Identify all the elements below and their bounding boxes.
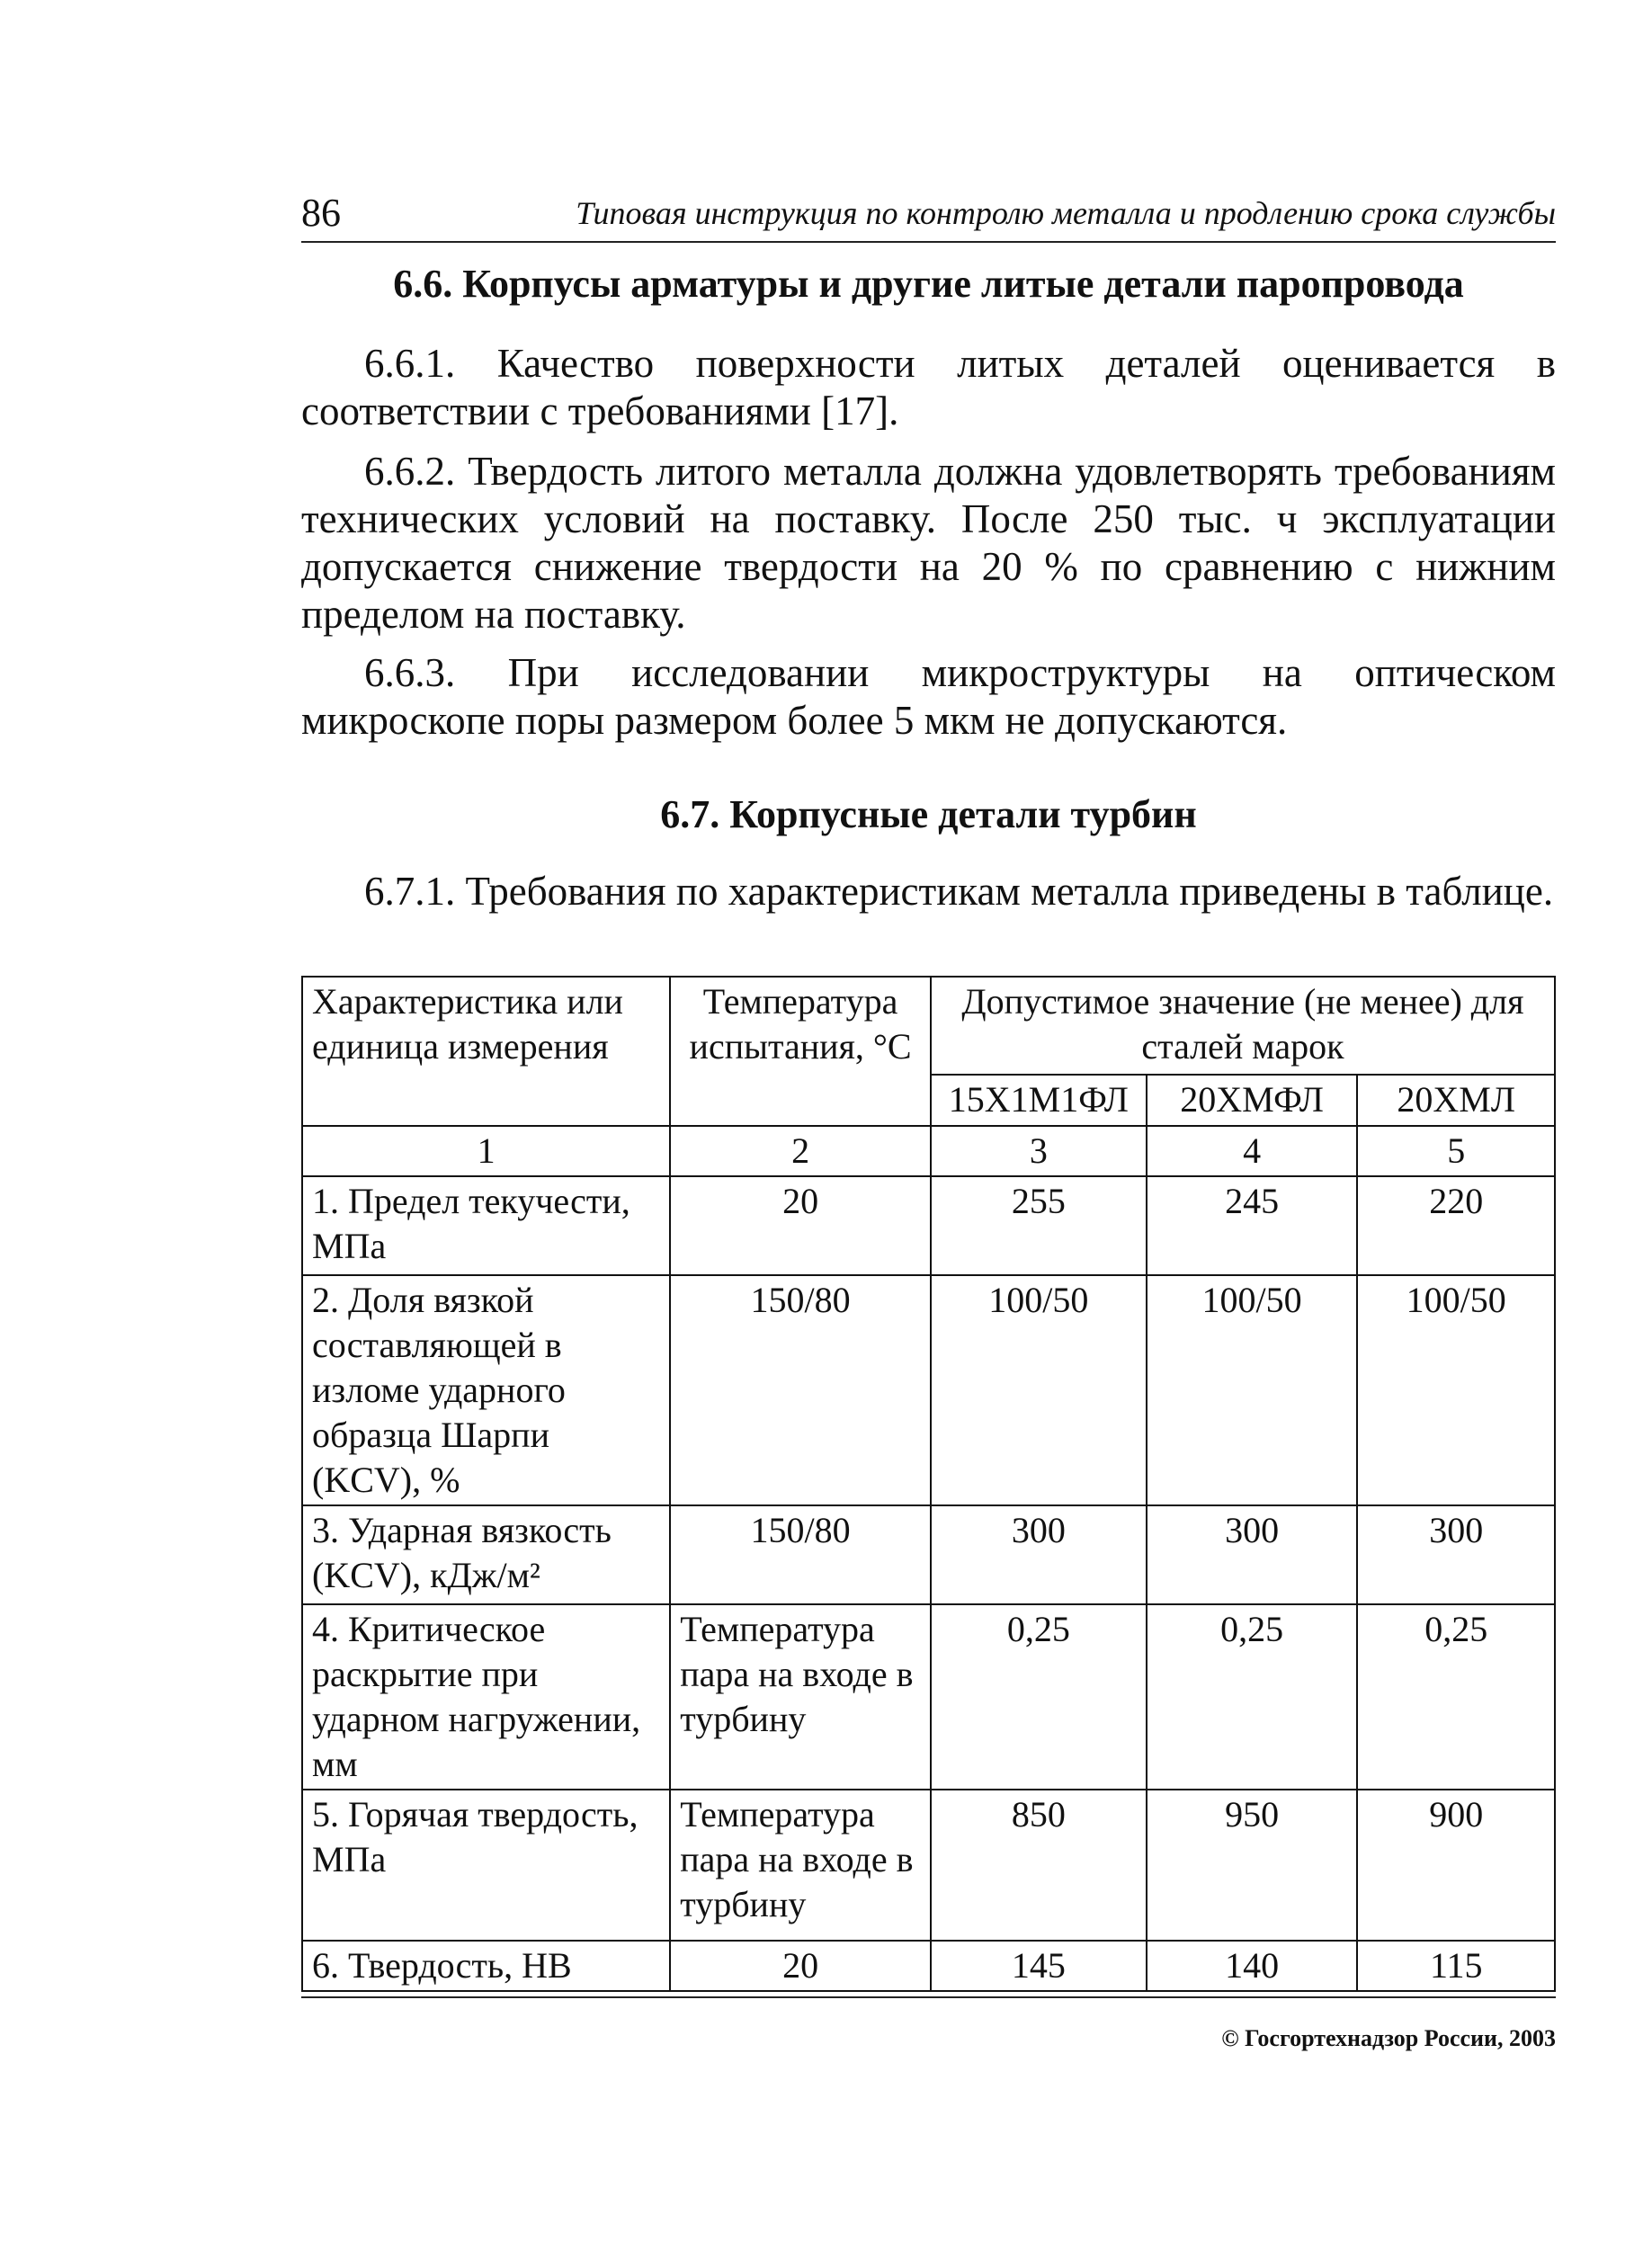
copyright-footer: © Госгортехнадзор России, 2003 (1221, 2025, 1556, 2051)
row-value-steel-1: 850 (931, 1790, 1147, 1941)
table-row (302, 1790, 1555, 1941)
row-value-steel-2: 245 (1147, 1176, 1358, 1275)
column-number: 1 (302, 1126, 670, 1176)
row-value-steel-3: 220 (1357, 1176, 1555, 1275)
table-header-row (302, 977, 1555, 1075)
row-value-steel-1: 255 (931, 1176, 1147, 1275)
column-number: 5 (1357, 1126, 1555, 1176)
row-characteristic: 6. Твердость, НВ (302, 1941, 670, 1991)
row-value-steel-2: 0,25 (1147, 1604, 1358, 1790)
row-temperature: 20 (670, 1176, 931, 1275)
row-value-steel-3: 900 (1357, 1790, 1555, 1941)
section-6-6-heading: 6.6. Корпусы арматуры и другие литые детали паропровода (393, 262, 1464, 306)
row-characteristic: 3. Ударная вязкость (KCV), кДж/м² (302, 1505, 670, 1604)
table-row (302, 1505, 1555, 1604)
row-value-steel-2: 100/50 (1147, 1275, 1358, 1505)
row-temperature: 20 (670, 1941, 931, 1991)
table-row (302, 1176, 1555, 1275)
running-title: Типовая инструкция по контролю металла и продлению срока службы (576, 195, 1556, 231)
row-temperature: Температура пара на входе в турбину (670, 1790, 931, 1941)
row-value-steel-3: 115 (1357, 1941, 1555, 1991)
row-characteristic: 4. Критическое раскрытие при ударном нагружении, мм (302, 1604, 670, 1790)
paragraph-6-6-3: 6.6.3. При исследовании микроструктуры на оптическом микроскопе поры размером более 5 мкм не допускаются. (301, 650, 1556, 743)
row-value-steel-1: 300 (931, 1505, 1147, 1604)
row-value-steel-3: 100/50 (1357, 1275, 1555, 1505)
footer-divider (301, 1996, 1556, 1998)
row-value-steel-1: 100/50 (931, 1275, 1147, 1505)
steel-grade-3: 20ХМЛ (1357, 1075, 1555, 1126)
row-value-steel-3: 300 (1357, 1505, 1555, 1604)
row-temperature: 150/80 (670, 1505, 931, 1604)
header-temperature: Температура испытания, °С (670, 977, 931, 1126)
row-characteristic: 2. Доля вязкой составляющей в изломе ударного образца Шарпи (KCV), % (302, 1275, 670, 1505)
row-characteristic: 5. Горячая твердость, МПа (302, 1790, 670, 1941)
column-number: 4 (1147, 1126, 1358, 1176)
table-number-row (302, 1126, 1555, 1176)
steel-grade-2: 20ХМФЛ (1147, 1075, 1358, 1126)
row-temperature: Температура пара на входе в турбину (670, 1604, 931, 1790)
row-value-steel-2: 140 (1147, 1941, 1358, 1991)
steel-grade-1: 15Х1М1ФЛ (931, 1075, 1147, 1126)
row-temperature: 150/80 (670, 1275, 931, 1505)
row-characteristic: 1. Предел текучести, МПа (302, 1176, 670, 1275)
paragraph-6-6-1: 6.6.1. Качество поверхности литых деталей оценивается в соответствии с требованиями [17]. (301, 341, 1556, 433)
column-number: 3 (931, 1126, 1147, 1176)
page-header (301, 191, 1556, 243)
table-row (302, 1275, 1555, 1505)
table-row (302, 1941, 1555, 1991)
row-value-steel-1: 0,25 (931, 1604, 1147, 1790)
column-number: 2 (670, 1126, 931, 1176)
characteristics-table (301, 976, 1556, 1992)
row-value-steel-2: 950 (1147, 1790, 1358, 1941)
row-value-steel-2: 300 (1147, 1505, 1358, 1604)
header-allowed-value: Допустимое значение (не менее) для сталей марок (931, 977, 1555, 1075)
paragraph-6-7-1: 6.7.1. Требования по характеристикам металла приведены в таблице. (364, 869, 1554, 914)
page-number: 86 (301, 191, 341, 235)
header-characteristic: Характеристика или единица измерения (302, 977, 670, 1126)
row-value-steel-3: 0,25 (1357, 1604, 1555, 1790)
paragraph-6-6-2: 6.6.2. Твердость литого металла должна удовлетворять требованиям технических условий на поставку. После 250 тыс. ч эксплуатации допускается снижение твердости на 20 % по сравнению с нижним пределом на поставку. (301, 449, 1556, 637)
table-row (302, 1604, 1555, 1790)
section-6-7-heading: 6.7. Корпусные детали турбин (660, 792, 1197, 836)
row-value-steel-1: 145 (931, 1941, 1147, 1991)
